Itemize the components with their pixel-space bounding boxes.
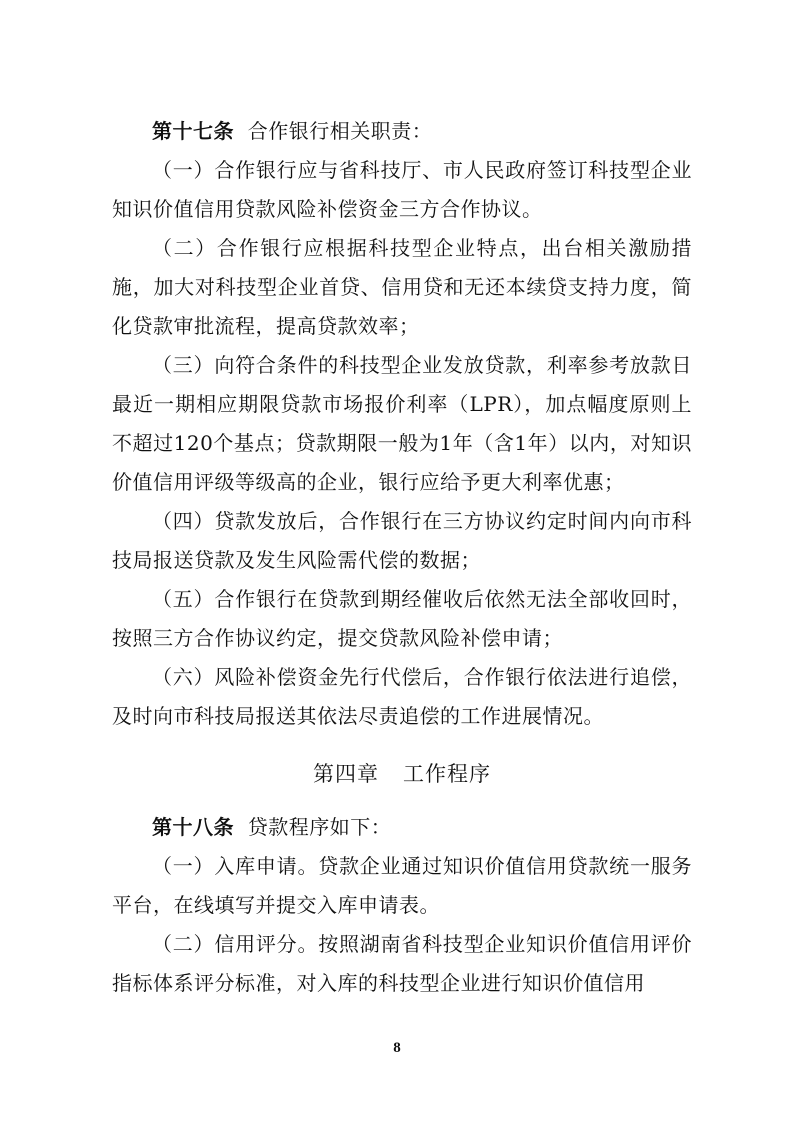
article-17-label: 第十七条 <box>152 119 234 143</box>
article-18-label: 第十八条 <box>152 815 234 839</box>
page-body <box>112 112 692 1003</box>
article-17-heading <box>112 112 692 151</box>
chapter-title: 工作程序 <box>403 762 491 786</box>
article-17-item-3: （三）向符合条件的科技型企业发放贷款，利率参考放款日最近一期相应期限贷款市场报价利率（LPR），加点幅度原则上不超过120个基点；贷款期限一般为1年（含1年）以内，对知识价值信用评级等级高的企业，银行应给予更大利率优惠； <box>112 353 692 494</box>
article-18-heading <box>112 808 692 847</box>
chapter-number: 第四章 <box>313 762 379 786</box>
article-18-item-1: （一）入库申请。贷款企业通过知识价值信用贷款统一服务平台，在线填写并提交入库申请表。 <box>112 854 692 917</box>
article-18-title: 贷款程序如下： <box>247 815 392 839</box>
article-17-item-6: （六）风险补偿资金先行代偿后，合作银行依法进行追偿，及时向市科技局报送其依法尽责追偿的工作进展情况。 <box>112 665 692 728</box>
article-17-title: 合作银行相关职责： <box>247 119 433 143</box>
article-17-item-2: （二）合作银行应根据科技型企业特点，出台相关激励措施，加大对科技型企业首贷、信用贷和无还本续贷支持力度，简化贷款审批流程，提高贷款效率； <box>112 236 692 338</box>
article-18-item-2: （二）信用评分。按照湖南省科技型企业知识价值信用评价指标体系评分标准，对入库的科技型企业进行知识价值信用 <box>112 932 692 995</box>
article-17-item-4: （四）贷款发放后，合作银行在三方协议约定时间内向市科技局报送贷款及发生风险需代偿的数据； <box>112 509 692 572</box>
article-17-item-1: （一）合作银行应与省科技厅、市人民政府签订科技型企业知识价值信用贷款风险补偿资金三方合作协议。 <box>112 158 692 221</box>
page-number: 8 <box>393 1040 401 1056</box>
article-17-item-5: （五）合作银行在贷款到期经催收后依然无法全部收回时，按照三方合作协议约定，提交贷款风险补偿申请； <box>112 587 692 650</box>
chapter-heading <box>112 754 692 794</box>
